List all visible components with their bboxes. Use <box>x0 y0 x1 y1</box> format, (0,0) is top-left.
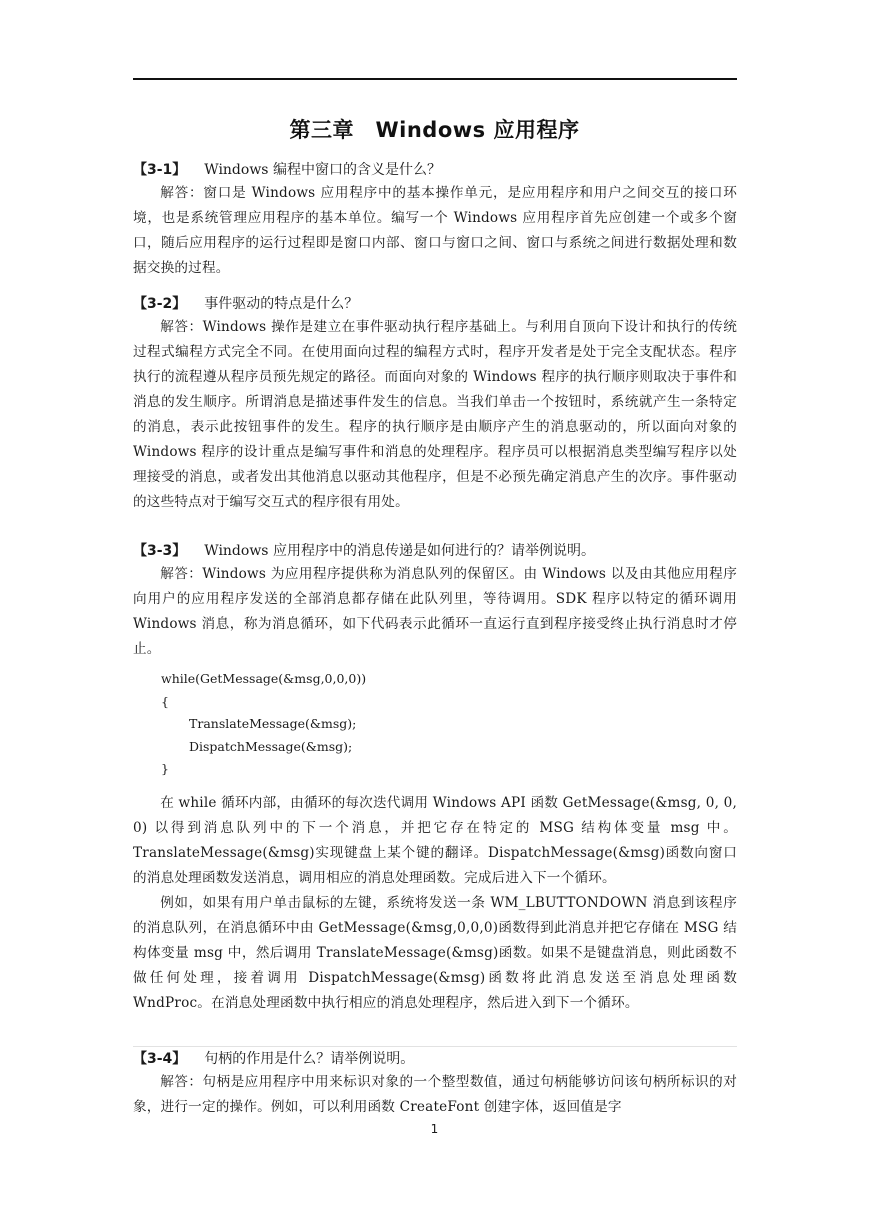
chapter-title: 第三章 Windows 应用程序 <box>289 118 580 142</box>
question-text: Windows 应用程序中的消息传递是如何进行的？请举例说明。 <box>204 543 595 559</box>
question-3-3 <box>133 540 737 1016</box>
question-heading <box>133 159 737 181</box>
question-number: 【3-3】 <box>133 543 187 559</box>
answer-paragraph: 解答：Windows 为应用程序提供称为消息队列的保留区。由 Windows 以及由其他应用程序向用户的应用程序发送的全部消息都存储在此队列里，等待调用。SDK 程序以特定的循环调用 Windows 消息，称为消息循环，如下代码表示此循环一直运行直到程序接受终止执行消息时才停止。 <box>133 566 737 657</box>
question-3-2 <box>133 293 737 515</box>
question-number: 【3-2】 <box>133 296 187 312</box>
code-block <box>161 668 737 781</box>
page-number: 1 <box>430 1122 439 1136</box>
question-3-1 <box>133 159 737 281</box>
question-text: Windows 编程中窗口的含义是什么？ <box>204 162 441 178</box>
question-3-4 <box>133 1048 737 1120</box>
code-line: { <box>161 693 169 709</box>
code-line: DispatchMessage(&msg); <box>189 738 353 754</box>
question-number: 【3-1】 <box>133 162 187 178</box>
question-text: 句柄的作用是什么？请举例说明。 <box>204 1051 415 1067</box>
answer-paragraph: 解答：句柄是应用程序中用来标识对象的一个整型数值，通过句柄能够访问该句柄所标识的对象，进行一定的操作。例如，可以利用函数 CreateFont 创建字体，返回值是字 <box>133 1074 737 1115</box>
question-number: 【3-4】 <box>133 1051 187 1067</box>
header-rule <box>133 78 737 80</box>
code-line: while(GetMessage(&msg,0,0,0)) <box>161 671 367 686</box>
answer-paragraph: 解答：Windows 操作是建立在事件驱动执行程序基础上。与利用自顶向下设计和执行的传统过程式编程方式完全不同。在使用面向过程的编程方式时，程序开发者是处于完全支配状态。程序执行的流程遵从程序员预先规定的路径。而面向对象的 Windows 程序的执行顺序则取决于事件和消息的发生顺序。所谓消息是描述事件发生的信息。当我们单击一个按钮时，系统就产生一条特定的消息，表示此按钮事件的发生。程序的执行顺序是由顺序产生的消息驱动的，所以面向对象的 Windows 程序的设计重点是编写事件和消息的处理程序。程序员可以根据消息类型编写程序以处理接受的消息，或者发出其他消息以驱动其他程序，但是不必预先确定消息产生的次序。事件驱动的这些特点对于编写交互式的程序很有用处。 <box>133 319 737 510</box>
question-heading <box>133 540 737 562</box>
question-heading <box>133 1048 737 1070</box>
question-text: 事件驱动的特点是什么？ <box>204 296 359 312</box>
answer-paragraph: 解答：窗口是 Windows 应用程序中的基本操作单元，是应用程序和用户之间交互的接口环境，也是系统管理应用程序的基本单位。编写一个 Windows 应用程序首先应创建一个或多个窗口，随后应用程序的运行过程即是窗口内部、窗口与窗口之间、窗口与系统之间进行数据处理和数据交换的过程。 <box>133 185 737 276</box>
code-line: TranslateMessage(&msg); <box>189 716 357 731</box>
answer-paragraph: 例如，如果有用户单击鼠标的左键，系统将发送一条 WM_LBUTTONDOWN 消息到该程序的消息队列，在消息循环中由 GetMessage(&msg,0,0,0)函数得到此消息并把它存储在 MSG 结构体变量 msg 中，然后调用 TranslateMessage(&msg)函数。如果不是键盘消息，则此函数不做任何处理，接着调用 DispatchMessage(&msg)函数将此消息发送至消息处理函数 WndProc。在消息处理函数中执行相应的消息处理程序，然后进入到下一个循环。 <box>133 894 737 1011</box>
answer-paragraph: 在 while 循环内部，由循环的每次迭代调用 Windows API 函数 GetMessage(&msg, 0, 0, 0) 以得到消息队列中的下一个消息，并把它存在特定的 MSG 结构体变量 msg 中。TranslateMessage(&msg)实现键盘上某个键的翻译。DispatchMessage(&msg)函数向窗口的消息处理函数发送消息，调用相应的消息处理函数。完成后进入下一个循环。 <box>133 794 737 886</box>
code-line: } <box>161 761 169 776</box>
section-divider <box>133 1046 737 1047</box>
question-heading <box>133 293 737 315</box>
